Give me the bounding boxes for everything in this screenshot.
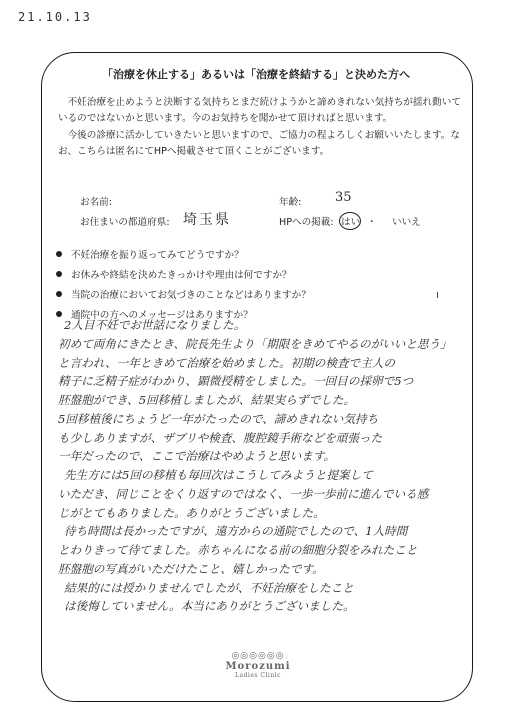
divider-mark [437, 292, 438, 298]
question-item [56, 287, 436, 301]
response-line: と言われ、一年ときめて治療を始めました。初期の検査で主人の [58, 355, 395, 370]
logo-subtitle: Ladies Clinic [235, 672, 281, 679]
question-text: お休みや終結を決めたきっかけや理由は何ですか？ [71, 270, 292, 281]
response-line: 待ち時間は長かったですが、遠方からの通院でしたので、1人時間 [64, 524, 408, 539]
question-text: 当院の治療においてお気づきのことなどはありますか？ [71, 290, 311, 301]
response-line: は後悔していません。本当にありがとうございました。 [64, 599, 355, 614]
intro-text [58, 95, 464, 160]
form-title: 「治療を休止する」あるいは「治療を終結する」と決めた方へ [102, 68, 410, 81]
hp-label: HPへの掲載: [279, 217, 334, 228]
response-line: 5回移植後にちょうど一年がたったので、諦めきれない気持ち [58, 411, 379, 426]
name-label: お名前: [80, 197, 113, 208]
response-line: 2人目不妊でお世話になりました。 [64, 318, 246, 332]
intro-paragraph: 今後の診療に活かしていきたいと思いますので、ご協力の程よろしくお願いいたします。なお、こちらは匿名にてHPへ掲載させて頂くことがございます。 [58, 129, 460, 157]
response-line: 初めて両角にきたとき、院長先生より「期限をきめてやるのがいいと思う」 [58, 336, 452, 351]
response-line: 胚盤胞ができ、5回移植しましたが、結果実らずでした。 [58, 393, 356, 407]
clinic-logo [210, 651, 306, 679]
hp-no-option: いいえ [392, 217, 421, 228]
logo-swirl-icon: ◎◎◎◎◎◎ [231, 651, 285, 661]
age-value: 35 [335, 190, 352, 205]
question-item [56, 247, 436, 261]
prefecture-label: お住まいの都道府県: [80, 217, 170, 228]
intro-paragraph: 不妊治療を止めようと決断する気持ちとまだ続けようかと諦めきれない気持ちが揺れ動いているのではないかと思います。今のお気持ちを聞かせて頂ければと思います。 [58, 97, 461, 125]
date-stamp: 21.10.13 [18, 10, 92, 24]
question-text: 不妊治療を振り返ってみてどうですか？ [71, 250, 244, 261]
bullet-icon [56, 251, 62, 257]
response-line: 結果的には授かりませんでしたが、不妊治療をしたこと [64, 580, 354, 595]
response-line: とわりきって待てました。赤ちゃんになる前の細胞分裂をみれたこと [58, 543, 418, 557]
response-line: 先生方には5回の移植も毎回次はこうしてみようと提案して [64, 468, 373, 482]
bullet-icon [56, 271, 62, 277]
response-line: いただき、同じことをくり返すのではなく、一歩一歩前に進んでいる感 [58, 486, 429, 501]
age-label: 年齢: [279, 197, 302, 208]
response-line: じがとてもありました。ありがとうございました。 [58, 505, 325, 520]
logo-name: Morozumi [225, 661, 291, 672]
bullet-icon [56, 291, 62, 297]
response-line: も少しありますが、ザブリや検査、腹腔鏡手術などを頑張った [58, 430, 383, 445]
hp-separator: ・ [367, 217, 377, 228]
hp-yes-option: はい [341, 217, 361, 228]
response-line: 精子に乏精子症がわかり、顕微授精をしました。一回目の採卵で5つ [58, 374, 414, 389]
handwritten-response [58, 316, 468, 616]
question-item [56, 267, 436, 281]
response-line: 一年だったので、ここで治療はやめようと思います。 [58, 449, 336, 464]
prefecture-value: 埼玉県 [183, 212, 231, 228]
question-text: 通院中の方へのメッセージはありますか？ [71, 310, 253, 321]
response-line: 胚盤胞の写真がいただけたこと、嬉しかったです。 [58, 561, 324, 576]
